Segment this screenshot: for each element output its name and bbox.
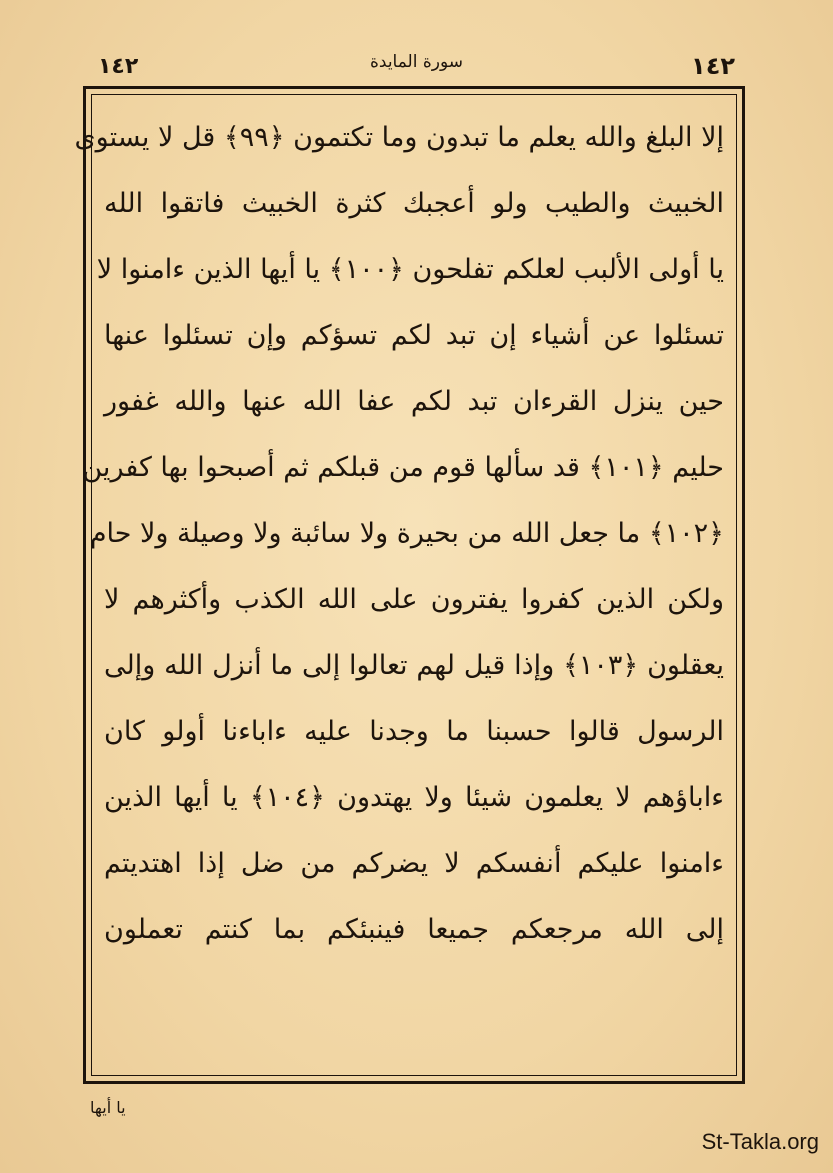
verse-line-1: إلا البلغ والله يعلم ما تبدون وما تكتمون ﴿٩٩﴾ قل لا يستوى xyxy=(74,122,724,153)
verse-line-3: يا أولى الألبب لعلكم تفلحون ﴿١٠٠﴾ يا أيها الذين ءامنوا لا xyxy=(96,254,724,285)
verse-line-5: حين ينزل القرءان تبد لكم عفا الله عنها والله غفور xyxy=(104,386,724,417)
verse-line-7: ﴿١٠٢﴾ ما جعل الله من بحيرة ولا سائبة ولا وصيلة ولا حام xyxy=(89,518,724,549)
page-number-right: ١٤٢ xyxy=(691,52,735,80)
verse-text-block xyxy=(74,105,732,1065)
verse-line-10: الرسول قالوا حسبنا ما وجدنا عليه ءاباءنا أولو كان xyxy=(104,716,724,747)
verse-line-2: الخبيث والطيب ولو أعجبك كثرة الخبيث فاتقوا الله xyxy=(104,188,724,219)
verse-line-4: تسئلوا عن أشياء إن تبد لكم تسؤكم وإن تسئلوا عنها xyxy=(104,320,724,351)
verse-line-13: إلى الله مرجعكم جميعا فينبئكم بما كنتم تعملون xyxy=(104,914,724,945)
verse-line-6: حليم ﴿١٠١﴾ قد سألها قوم من قبلكم ثم أصبحوا بها كفرين xyxy=(82,452,724,483)
verse-line-9: يعقلون ﴿١٠٣﴾ وإذا قيل لهم تعالوا إلى ما أنزل الله وإلى xyxy=(104,650,724,681)
surah-title: سورة المايدة xyxy=(369,52,464,72)
page-header xyxy=(0,52,833,84)
verse-line-11: ءاباؤهم لا يعلمون شيئا ولا يهتدون ﴿١٠٤﴾ يا أيها الذين xyxy=(104,782,724,813)
watermark: St-Takla.org xyxy=(701,1129,819,1154)
verse-line-8: ولكن الذين كفروا يفترون على الله الكذب وأكثرهم لا xyxy=(104,584,724,615)
catchword: يا أيها xyxy=(90,1098,126,1117)
page-number-left: ١٤٢ xyxy=(98,54,139,79)
verse-line-12: ءامنوا عليكم أنفسكم لا يضركم من ضل إذا اهتديتم xyxy=(104,848,724,879)
